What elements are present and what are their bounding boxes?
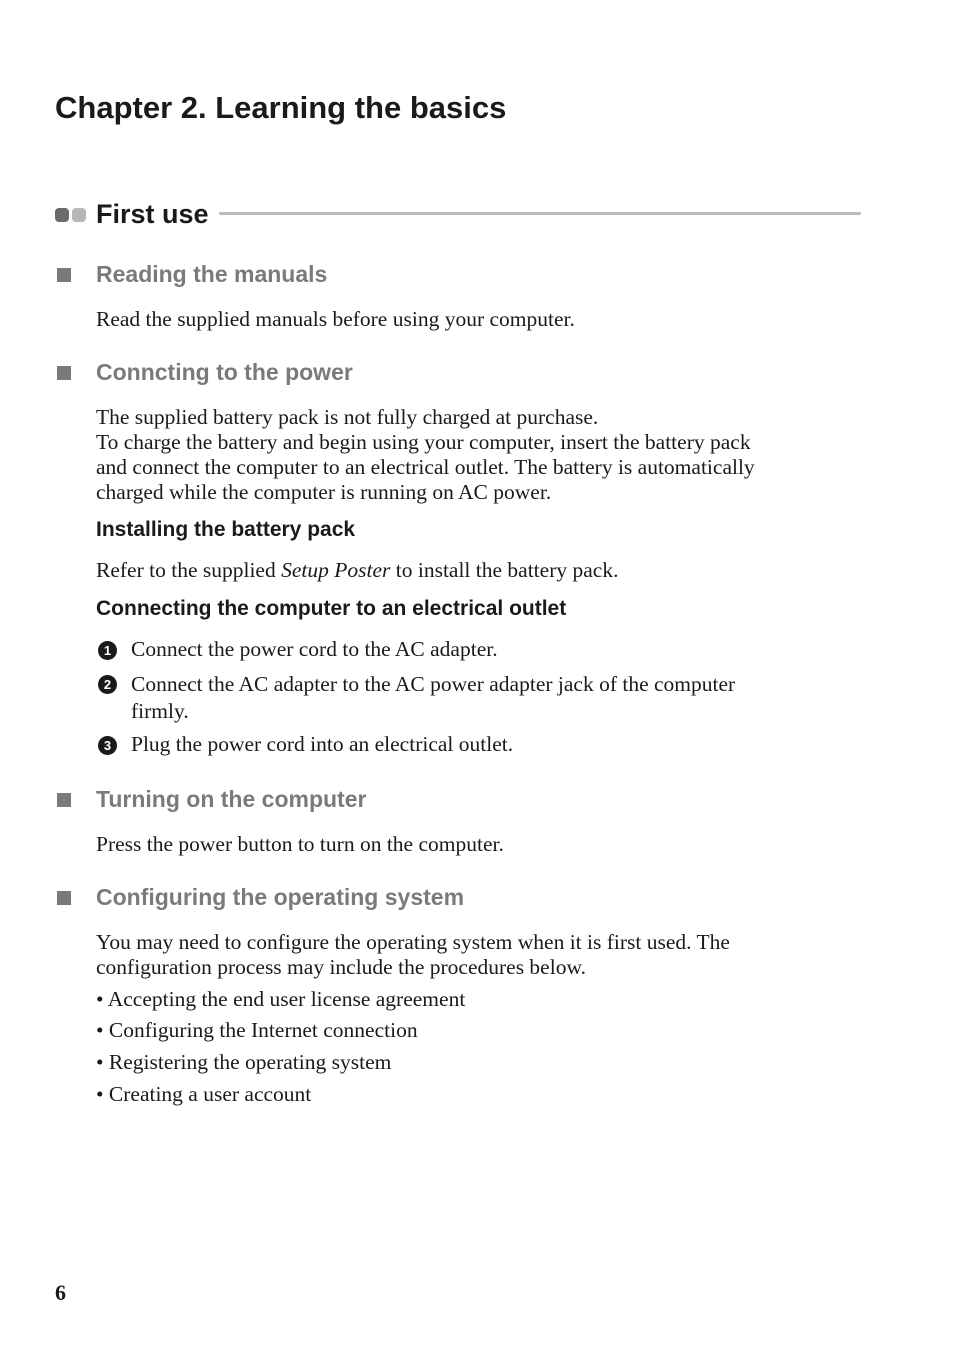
subhead-configuring-os: Configuring the operating system	[96, 884, 465, 910]
configuring-paragraph	[96, 930, 730, 980]
subhead-reading-manuals: Reading the manuals	[96, 261, 328, 287]
section-header	[55, 198, 861, 230]
list-item: • Registering the operating system	[96, 1050, 392, 1074]
square-bullet-icon	[57, 366, 71, 380]
battery-instructions	[96, 558, 618, 583]
subhead-turning-on: Turning on the computer	[96, 786, 367, 812]
step-text: Plug the power cord into an electrical outlet.	[131, 732, 514, 756]
step-line: firmly.	[131, 699, 189, 723]
square-bullet-icon	[57, 891, 71, 905]
section-rule	[219, 212, 861, 215]
subhead-connecting-power: Conncting to the power	[96, 359, 353, 385]
list-item: • Configuring the Internet connection	[96, 1018, 418, 1042]
turning-on-body: Press the power button to turn on the computer.	[96, 832, 504, 856]
section-dot-light-icon	[72, 208, 86, 222]
section-dot-dark-icon	[55, 208, 69, 222]
setup-poster-title: Setup Poster	[281, 558, 391, 582]
step-number-2-icon: 2	[98, 675, 117, 694]
step-text: Connect the power cord to the AC adapter.	[131, 637, 498, 661]
battery-text-pre: Refer to the supplied	[96, 558, 282, 582]
configuring-line: configuration process may include the procedures below.	[96, 955, 586, 979]
step-line: Connect the AC adapter to the AC power adapter jack of the computer	[131, 672, 736, 696]
section-title: First use	[96, 199, 209, 229]
power-paragraph	[96, 405, 866, 505]
installing-battery-heading: Installing the battery pack	[96, 518, 356, 541]
outlet-heading: Connecting the computer to an electrical outlet	[96, 597, 567, 620]
power-line: To charge the battery and begin using your computer, insert the battery pack	[96, 430, 751, 454]
reading-body: Read the supplied manuals before using your computer.	[96, 307, 575, 331]
power-line: The supplied battery pack is not fully charged at purchase.	[96, 405, 599, 429]
page-number: 6	[55, 1280, 66, 1305]
list-item: • Accepting the end user license agreement	[96, 987, 466, 1011]
step-number-3-icon: 3	[98, 736, 117, 755]
power-line: and connect the computer to an electrical outlet. The battery is automatically	[96, 455, 755, 479]
power-line: charged while the computer is running on AC power.	[96, 480, 552, 504]
square-bullet-icon	[57, 793, 71, 807]
battery-text-post: to install the battery pack.	[390, 558, 619, 582]
step-number-1-icon: 1	[98, 641, 117, 660]
list-item: • Creating a user account	[96, 1082, 312, 1106]
square-bullet-icon	[57, 268, 71, 282]
step-text	[131, 671, 735, 725]
chapter-title: Chapter 2. Learning the basics	[55, 90, 507, 125]
configuring-line: You may need to configure the operating system when it is first used. The	[96, 930, 730, 954]
